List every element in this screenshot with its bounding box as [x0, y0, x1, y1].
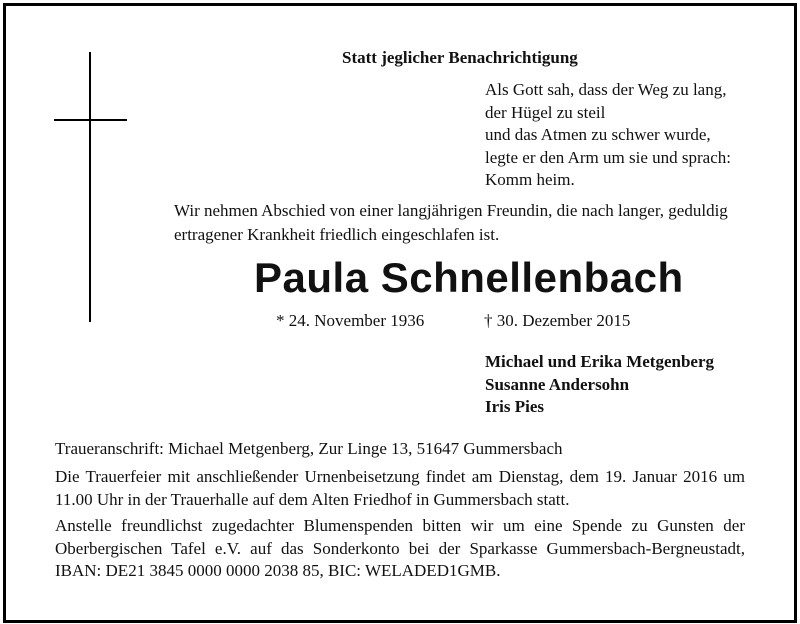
mourners-list [485, 351, 714, 419]
mourner-name: Iris Pies [485, 397, 545, 416]
notice-heading: Statt jeglicher Benachrichtigung [342, 48, 578, 67]
donation-info: Anstelle freundlichst zugedachter Blumenspenden bitten wir um eine Spende zu Gunsten der Oberbergischen Tafel e.V. auf das Sonderkonto bei der Sparkasse Gummersbach-Bergneustadt, IBAN: DE21 3845 0000 0000 2038 85, BIC: WELADED1GMB. [55, 516, 745, 580]
ceremony-info: Die Trauerfeier mit anschließender Urnenbeisetzung findet am Dienstag, dem 19. Januar 2016 um 11.00 Uhr in der Trauerhalle auf dem Alten Friedhof in Gummersbach statt. [55, 467, 745, 509]
poem-line: Komm heim. [485, 170, 575, 189]
poem-line: und das Atmen zu schwer wurde, [485, 125, 711, 144]
mourner-name: Michael und Erika Metgenberg [485, 352, 715, 371]
poem-line: legte er den Arm um sie und sprach: [485, 147, 731, 167]
intro-text: Wir nehmen Abschied von einer langjährigen Freundin, die nach langer, geduldig ertragener Krankheit friedlich eingeschlafen ist. [174, 201, 728, 244]
poem-line: der Hügel zu steil [485, 102, 606, 122]
deceased-name: Paula Schnellenbach [254, 254, 684, 301]
mourning-address: Traueranschrift: Michael Metgenberg, Zur Linge 13, 51647 Gummersbach [55, 439, 563, 458]
mourner-name: Susanne Andersohn [485, 374, 630, 394]
poem [485, 79, 731, 192]
poem-line: Als Gott sah, dass der Weg zu lang, [485, 80, 727, 99]
birth-date: * 24. November 1936 [276, 311, 425, 330]
death-date: † 30. Dezember 2015 [484, 311, 631, 330]
